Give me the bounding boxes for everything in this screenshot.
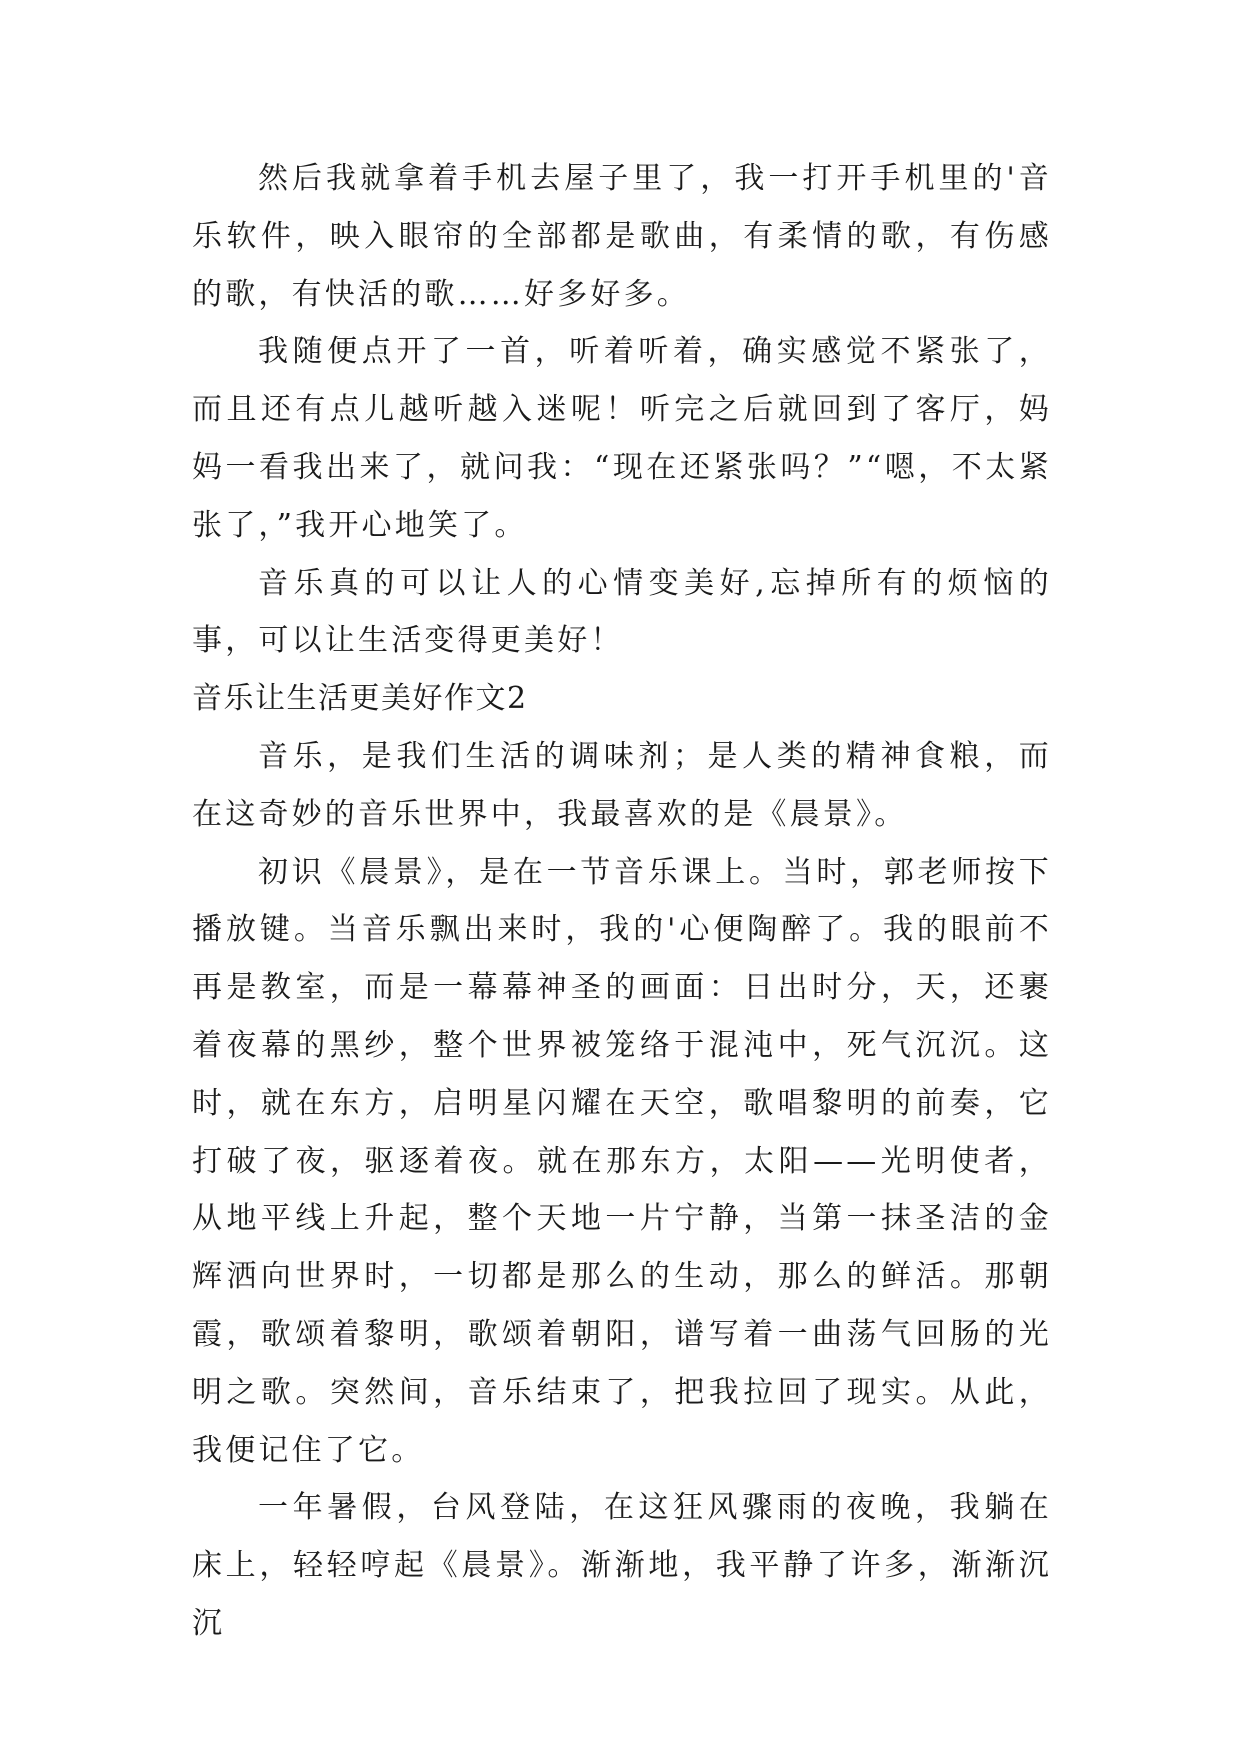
document-body: [192, 150, 1052, 1653]
essay-heading: 音乐让生活更美好作文2: [192, 681, 528, 717]
paragraph-summer-typhoon: 一年暑假，台风登陆，在这狂风骤雨的夜晚，我躺在床上，轻轻哼起《晨景》。渐渐地，我平静了许多，渐渐沉沉: [192, 1490, 1052, 1641]
paragraph-listening: 我随便点开了一首，听着听着，确实感觉不紧张了，而且还有点儿越听越入迷呢！听完之后就回到了客厅，妈妈一看我出来了，就问我：“现在还紧张吗？”“嗯，不太紧张了，”我开心地笑了。: [192, 334, 1052, 543]
paragraph-conclusion: 音乐真的可以让人的心情变美好,忘掉所有的烦恼的事，可以让生活变得更美好！: [192, 565, 1052, 659]
paragraph-intro: 音乐，是我们生活的调味剂；是人类的精神食粮，而在这奇妙的音乐世界中，我最喜欢的是《晨景》。: [192, 738, 1052, 832]
paragraph-first-encounter: 初识《晨景》，是在一节音乐课上。当时，郭老师按下播放键。当音乐飘出来时，我的'心便陶醉了。我的眼前不再是教室，而是一幕幕神圣的画面：日出时分，天，还裹着夜幕的黑纱，整个世界被笼络于混沌中，死气沉沉。这时，就在东方，启明星闪耀在天空，歌唱黎明的前奏，它打破了夜，驱逐着夜。就在那东方，太阳——光明使者，从地平线上升起，整个天地一片宁静，当第一抹圣洁的金辉洒向世界时，一切都是那么的生动，那么的鲜活。那朝霞，歌颂着黎明，歌颂着朝阳，谱写着一曲荡气回肠的光明之歌。突然间，音乐结束了，把我拉回了现实。从此，我便记住了它。: [192, 854, 1052, 1468]
paragraph-phone-music: 然后我就拿着手机去屋子里了，我一打开手机里的'音乐软件，映入眼帘的全部都是歌曲，有柔情的歌，有伤感的歌，有快活的歌……好多好多。: [192, 161, 1052, 312]
